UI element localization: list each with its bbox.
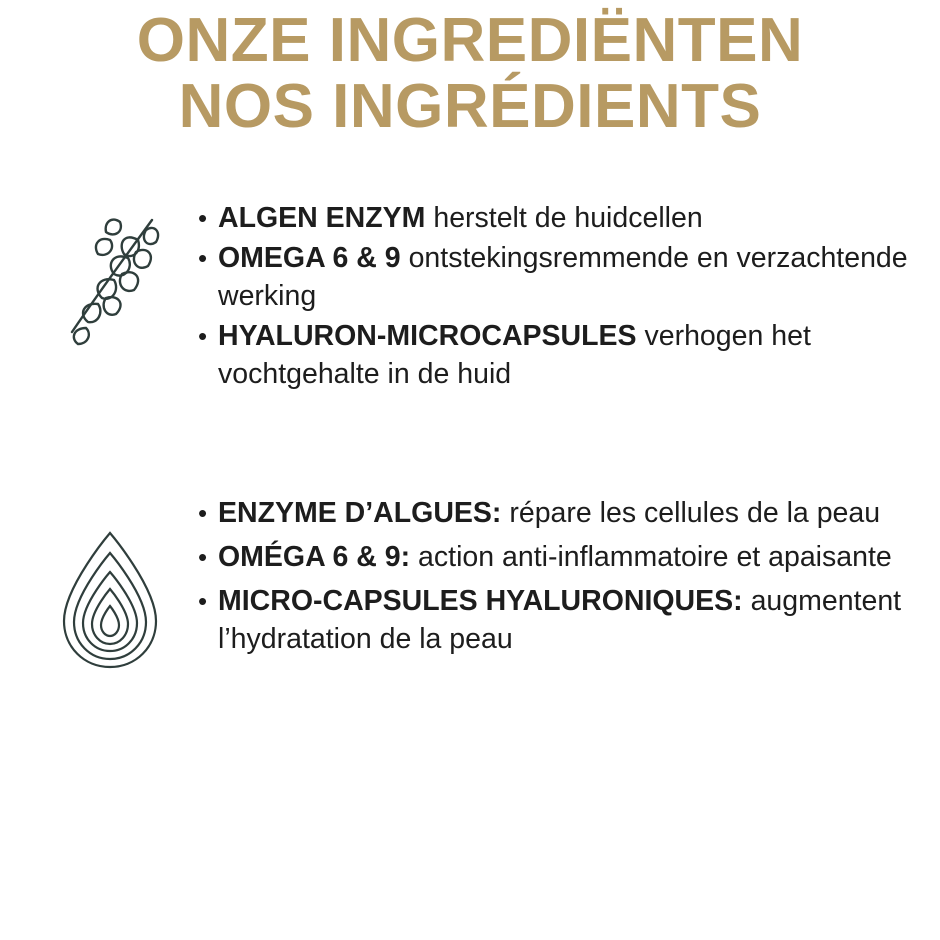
ingredient-name: OMEGA 6 & 9 <box>218 241 401 274</box>
list-item <box>198 318 930 394</box>
list-item <box>198 200 930 238</box>
ingredient-description: herstelt de huidcellen <box>425 202 703 234</box>
list-item <box>198 240 930 316</box>
ingredient-name: HYALURON-MICROCAPSULES <box>218 319 637 352</box>
bullet-icon: • <box>198 203 208 233</box>
ingredient-description: verhogen het vochtgehalte in de huid <box>218 319 811 390</box>
ingredient-description: ontstekingsremmende en verzachtende werking <box>218 241 908 312</box>
bullet-icon: • <box>198 498 208 528</box>
list-item <box>198 583 930 659</box>
ingredient-name: ALGEN ENZYM <box>218 202 426 234</box>
ingredients-section-dutch <box>30 200 930 395</box>
bullet-icon: • <box>198 541 208 572</box>
ingredient-name: ENZYME D’ALGUES: <box>218 497 502 529</box>
list-item-text <box>218 539 930 577</box>
ingredients-list-french <box>190 495 930 665</box>
ingredient-name: MICRO-CAPSULES HYALURONIQUES: <box>218 584 743 617</box>
page-title-dutch: ONZE INGREDIËNTEN <box>136 6 804 75</box>
list-item-text <box>218 200 930 238</box>
ingredient-description: répare les cellules de la peau <box>501 497 881 529</box>
page-title-french: NOS INGRÉDIENTS <box>178 71 762 141</box>
list-item-text <box>218 318 930 394</box>
list-item-text <box>218 583 930 659</box>
branch-leaves-icon <box>50 210 170 360</box>
bullet-icon: • <box>198 242 208 273</box>
water-drop-icon-wrap <box>30 495 190 685</box>
ingredients-section-french <box>30 495 930 685</box>
list-item <box>198 539 930 577</box>
ingredient-description: augmentent l’hydratation de la peau <box>218 584 902 655</box>
ingredient-description: action anti-inflammatoire et apaisante <box>410 540 892 573</box>
branch-leaves-icon-wrap <box>30 200 190 360</box>
water-drop-icon <box>50 525 170 685</box>
bullet-icon: • <box>198 320 208 351</box>
ingredient-name: OMÉGA 6 & 9: <box>218 540 411 573</box>
list-item <box>198 495 930 533</box>
list-item-text <box>218 240 930 316</box>
ingredients-list-dutch <box>190 200 930 395</box>
page-title <box>0 0 940 139</box>
list-item-text <box>218 495 930 533</box>
bullet-icon: • <box>198 585 208 616</box>
